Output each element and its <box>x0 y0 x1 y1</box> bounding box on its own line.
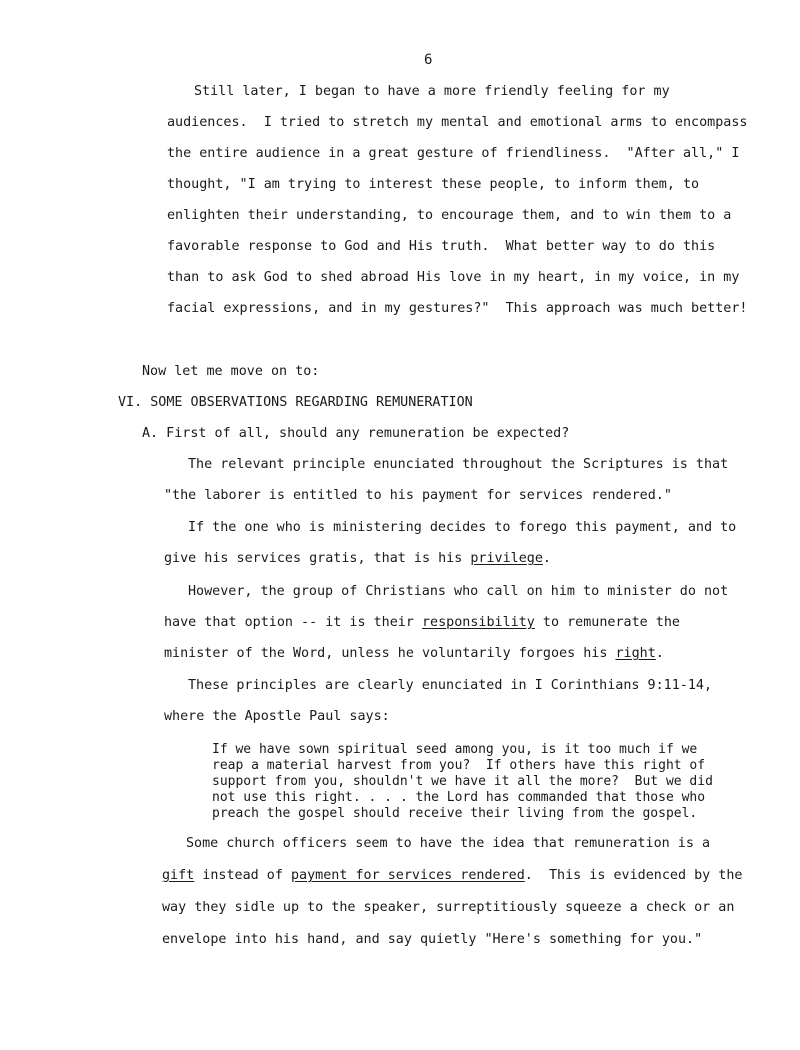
page-number: 6 <box>424 52 433 68</box>
para1-line: audiences. I tried to stretch my mental and emotional arms to encompass <box>167 115 748 130</box>
para6-line: envelope into his hand, and say quietly "Here's something for you." <box>162 932 703 947</box>
para3-line: give his services gratis, that is his privilege. <box>164 551 551 566</box>
quote-line: If we have sown spiritual seed among you, is it too much if we <box>212 742 698 757</box>
subheading: A. First of all, should any remuneration be expected? <box>142 426 570 441</box>
para6-line: Some church officers seem to have the idea that remuneration is a <box>186 836 711 851</box>
para5-line: where the Apostle Paul says: <box>164 709 390 724</box>
para6-line: gift instead of payment for services rendered. This is evidenced by the <box>162 868 743 883</box>
underlined-gift: gift <box>162 868 195 883</box>
para4-line: minister of the Word, unless he voluntarily forgoes his right. <box>164 646 664 661</box>
para2-line: The relevant principle enunciated throughout the Scriptures is that <box>188 457 729 472</box>
para1-line: facial expressions, and in my gestures?" This approach was much better! <box>167 301 748 316</box>
quote-line: not use this right. . . . the Lord has commanded that those who <box>212 790 706 805</box>
transition-text: Now let me move on to: <box>142 364 320 379</box>
para1-line: thought, "I am trying to interest these people, to inform them, to <box>167 177 700 192</box>
para3-line: If the one who is ministering decides to forego this payment, and to <box>188 520 737 535</box>
underlined-right: right <box>615 646 656 661</box>
quote-line: reap a material harvest from you? If others have this right of <box>212 758 706 773</box>
quote-line: preach the gospel should receive their living from the gospel. <box>212 806 698 821</box>
quote-line: support from you, shouldn't we have it all the more? But we did <box>212 774 713 789</box>
underlined-payment-phrase: payment for services rendered <box>291 868 525 883</box>
para4-line: have that option -- it is their responsibility to remunerate the <box>164 615 680 630</box>
underlined-privilege: privilege <box>470 551 543 566</box>
para1-line: than to ask God to shed abroad His love in my heart, in my voice, in my <box>167 270 740 285</box>
para1-line: enlighten their understanding, to encourage them, and to win them to a <box>167 208 732 223</box>
para1-line: the entire audience in a great gesture of friendliness. "After all," I <box>167 146 740 161</box>
para5-line: These principles are clearly enunciated in I Corinthians 9:11-14, <box>188 678 713 693</box>
underlined-responsibility: responsibility <box>421 615 535 630</box>
para6-line: way they sidle up to the speaker, surreptitiously squeeze a check or an <box>162 900 735 915</box>
para2-line: "the laborer is entitled to his payment for services rendered." <box>164 488 672 503</box>
para4-line: However, the group of Christians who call on him to minister do not <box>188 584 729 599</box>
para1-line: Still later, I began to have a more friendly feeling for my <box>194 84 670 99</box>
para1-line: favorable response to God and His truth. What better way to do this <box>167 239 716 254</box>
section-heading: VI. SOME OBSERVATIONS REGARDING REMUNERATION <box>118 395 473 410</box>
